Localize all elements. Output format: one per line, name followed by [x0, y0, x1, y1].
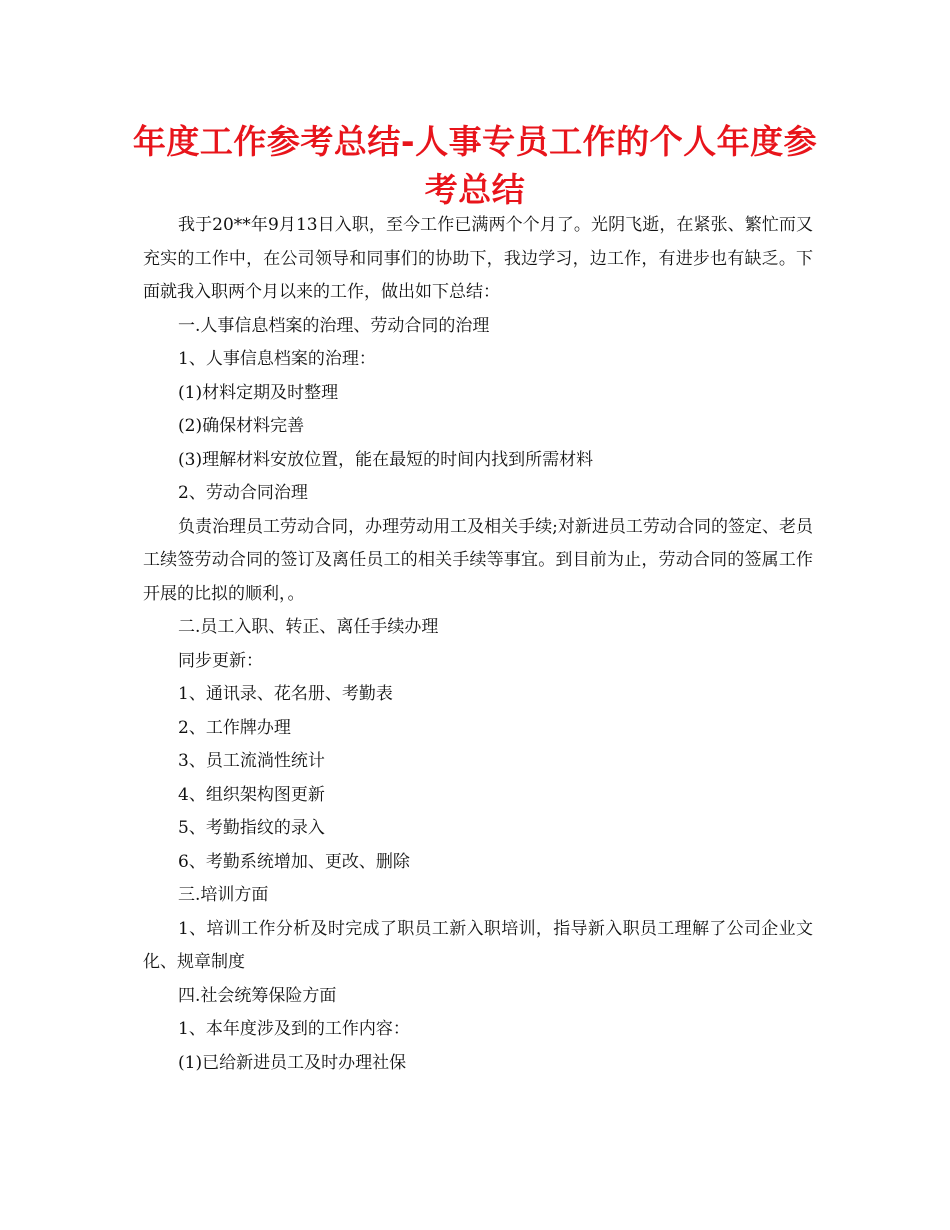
section-heading: 一.人事信息档案的治理、劳动合同的治理 — [178, 315, 490, 336]
list-item: (1)材料定期及时整理 — [178, 382, 339, 403]
list-item: (1)已给新进员工及时办理社保 — [178, 1052, 407, 1073]
paragraph-intro: 我于20**年9月13日入职，至今工作已满两个个月了。光阴飞逝，在紧张、繁忙而又充实的工作中，在公司领导和同事们的协助下，我边学习，边工作，有进步也有缺乏。下面就我入职两个月以来的工作，做出如下总结： — [143, 215, 813, 302]
subsection-heading: 2、劳动合同治理 — [178, 483, 308, 503]
document-body — [143, 209, 813, 1080]
section-heading: 四.社会统筹保险方面 — [178, 985, 337, 1006]
subsection-heading: 1、人事信息档案的治理： — [178, 349, 376, 369]
list-item: 6、考勤系统增加、更改、删除 — [178, 851, 410, 872]
paragraph: 负责治理员工劳动合同，办理劳动用工及相关手续;对新进员工劳动合同的签定、老员工续签劳动合同的签订及离任员工的相关手续等事宜。到目前为止，劳动合同的签属工作开展的比拟的顺利，。 — [143, 516, 813, 604]
paragraph: 同步更新： — [178, 650, 263, 671]
list-item: 5、考勤指纹的录入 — [178, 818, 325, 838]
document-title: 年度工作参考总结-人事专员工作的个人年度参考总结 — [132, 122, 818, 209]
list-item: (2)确保材料完善 — [178, 416, 305, 436]
list-item: 3、员工流淌性统计 — [178, 751, 325, 771]
subsection-heading: 1、本年度涉及到的工作内容： — [178, 1019, 410, 1039]
list-item: 4、组织架构图更新 — [178, 784, 325, 805]
list-item: 1、通讯录、花名册、考勤表 — [178, 684, 393, 704]
list-item: 2、工作牌办理 — [178, 717, 291, 738]
list-item: (3)理解材料安放位置，能在最短的时间内找到所需材料 — [178, 449, 594, 470]
paragraph: 1、培训工作分析及时完成了职员工新入职培训，指导新入职员工理解了公司企业文化、规章制度 — [143, 918, 813, 972]
section-heading: 二.员工入职、转正、离任手续办理 — [178, 617, 439, 637]
section-heading: 三.培训方面 — [178, 885, 269, 905]
